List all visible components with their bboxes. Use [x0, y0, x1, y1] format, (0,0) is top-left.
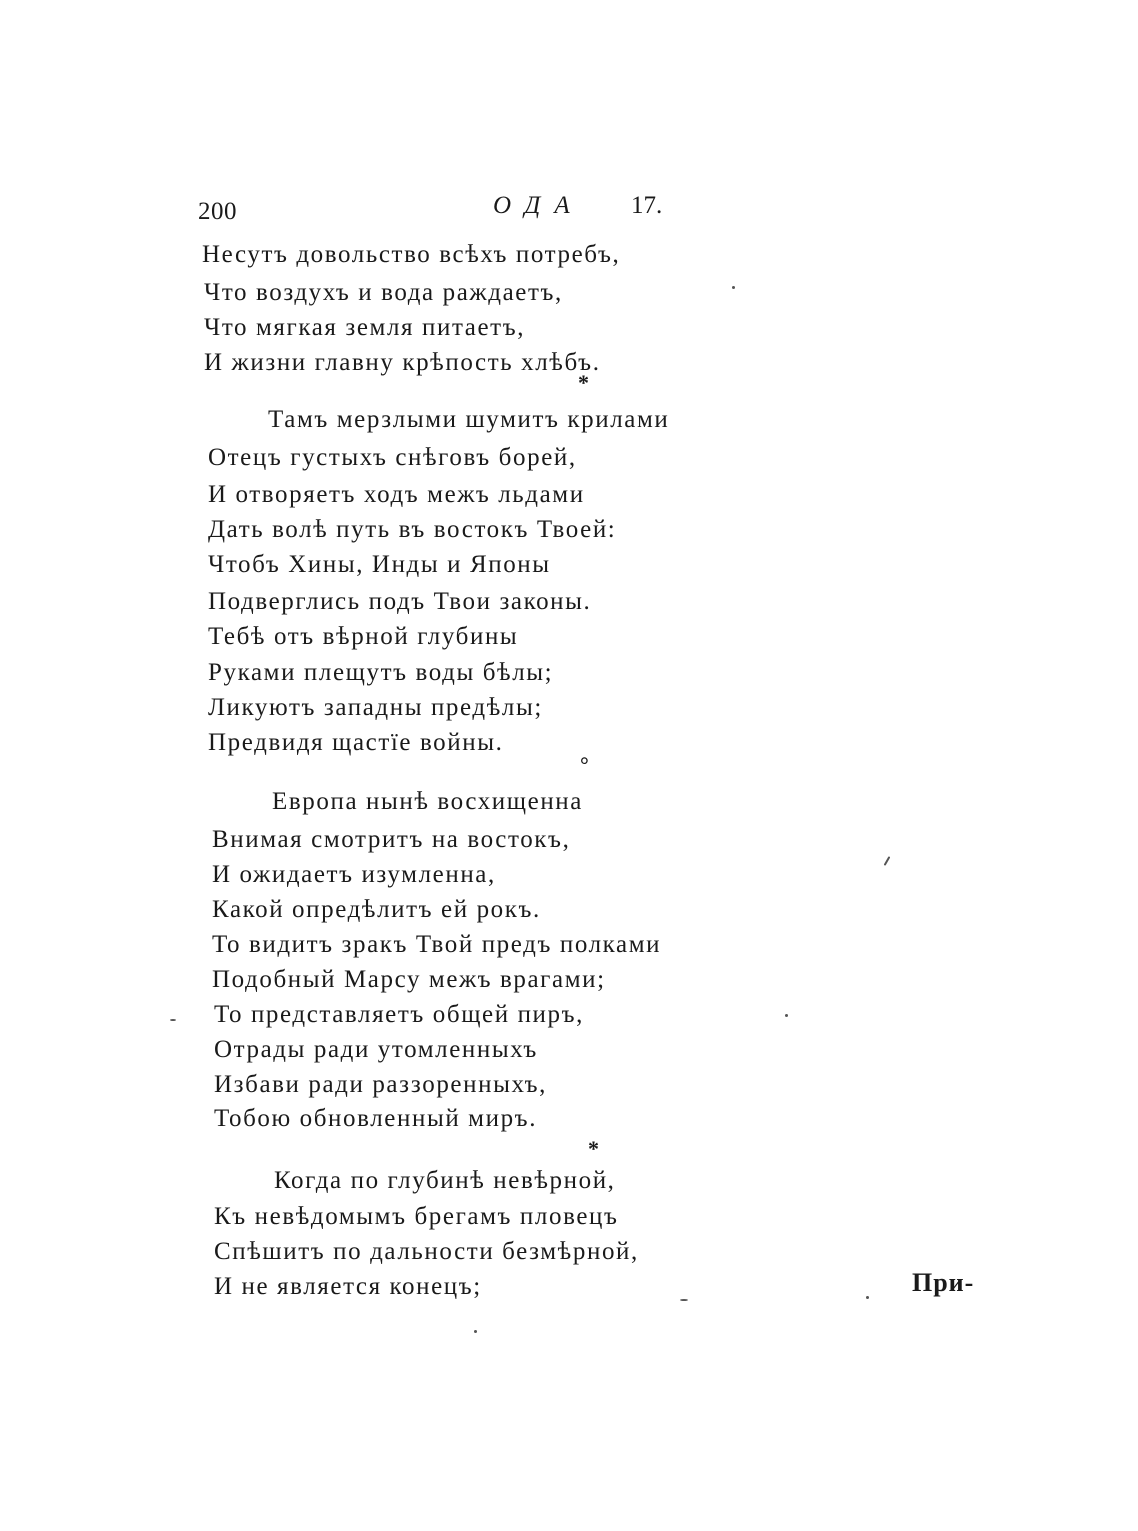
verse-line: Чтобъ Хины, Инды и Японы [208, 551, 551, 578]
stanza-divider: * [578, 370, 589, 395]
page-header [198, 192, 678, 228]
verse-line: Внимая смотритъ на востокъ, [212, 826, 571, 853]
verse-line: Тебѣ отъ вѣрной глубины [208, 623, 519, 650]
verse-line: Ликуютъ западны предѣлы; [208, 694, 543, 721]
scan-speck [866, 1296, 869, 1299]
verse-line: И не является конецъ; [214, 1273, 482, 1300]
verse-line: Европа нынѣ восхищенна [272, 788, 583, 815]
verse-line: Несутъ довольство всѣхъ потребъ, [202, 241, 621, 268]
scan-speck [785, 1014, 788, 1017]
verse-line: Что воздухъ и вода раждаетъ, [204, 279, 563, 306]
running-title: ОДА [493, 192, 584, 219]
ode-number: 17. [631, 192, 663, 219]
stanza-divider: ° [580, 752, 589, 777]
page-number: 200 [198, 198, 237, 225]
verse-line: Спѣшитъ по дальности безмѣрной, [214, 1238, 639, 1265]
verse-line: То видитъ зракъ Твой предъ полками [212, 931, 662, 958]
scan-speck [474, 1330, 477, 1333]
catchword: При- [912, 1268, 975, 1297]
verse-line: Тамъ мерзлыми шумитъ крилами [268, 406, 670, 433]
verse-line: И ожидаетъ изумленна, [212, 861, 496, 888]
verse-line: Что мягкая земля питаетъ, [204, 314, 526, 341]
scan-speck [680, 1299, 688, 1301]
stanza-divider: * [588, 1136, 599, 1161]
scan-speck [884, 856, 891, 866]
verse-line: Подверглись подъ Твои законы. [208, 588, 592, 615]
verse-line: Отрады ради утомленныхъ [214, 1036, 538, 1063]
verse-line: То представляетъ общей пиръ, [214, 1001, 585, 1028]
verse-line: Къ невѣдомымъ брегамъ пловецъ [214, 1203, 619, 1230]
scan-speck [732, 286, 735, 289]
verse-line: Подобный Марсу межъ врагами; [212, 966, 606, 993]
verse-line: Избави ради раззоренныхъ, [214, 1071, 548, 1098]
verse-line: Когда по глубинѣ невѣрной, [274, 1167, 616, 1194]
scan-speck [170, 1019, 176, 1021]
verse-line: Дать волѣ путь въ востокъ Твоей: [208, 516, 617, 543]
verse-line: Руками плещутъ воды бѣлы; [208, 659, 554, 686]
verse-line: И жизни главну крѣпость хлѣбъ. [204, 349, 601, 376]
verse-line: И отворяетъ ходъ межъ льдами [208, 481, 585, 508]
verse-line: Отецъ густыхъ снѣговъ борей, [208, 444, 577, 471]
verse-line: Тобою обновленный миръ. [214, 1105, 538, 1132]
verse-line: Какой опредѣлитъ ей рокъ. [212, 896, 541, 923]
verse-line: Предвидя щастїе войны. [208, 729, 504, 756]
